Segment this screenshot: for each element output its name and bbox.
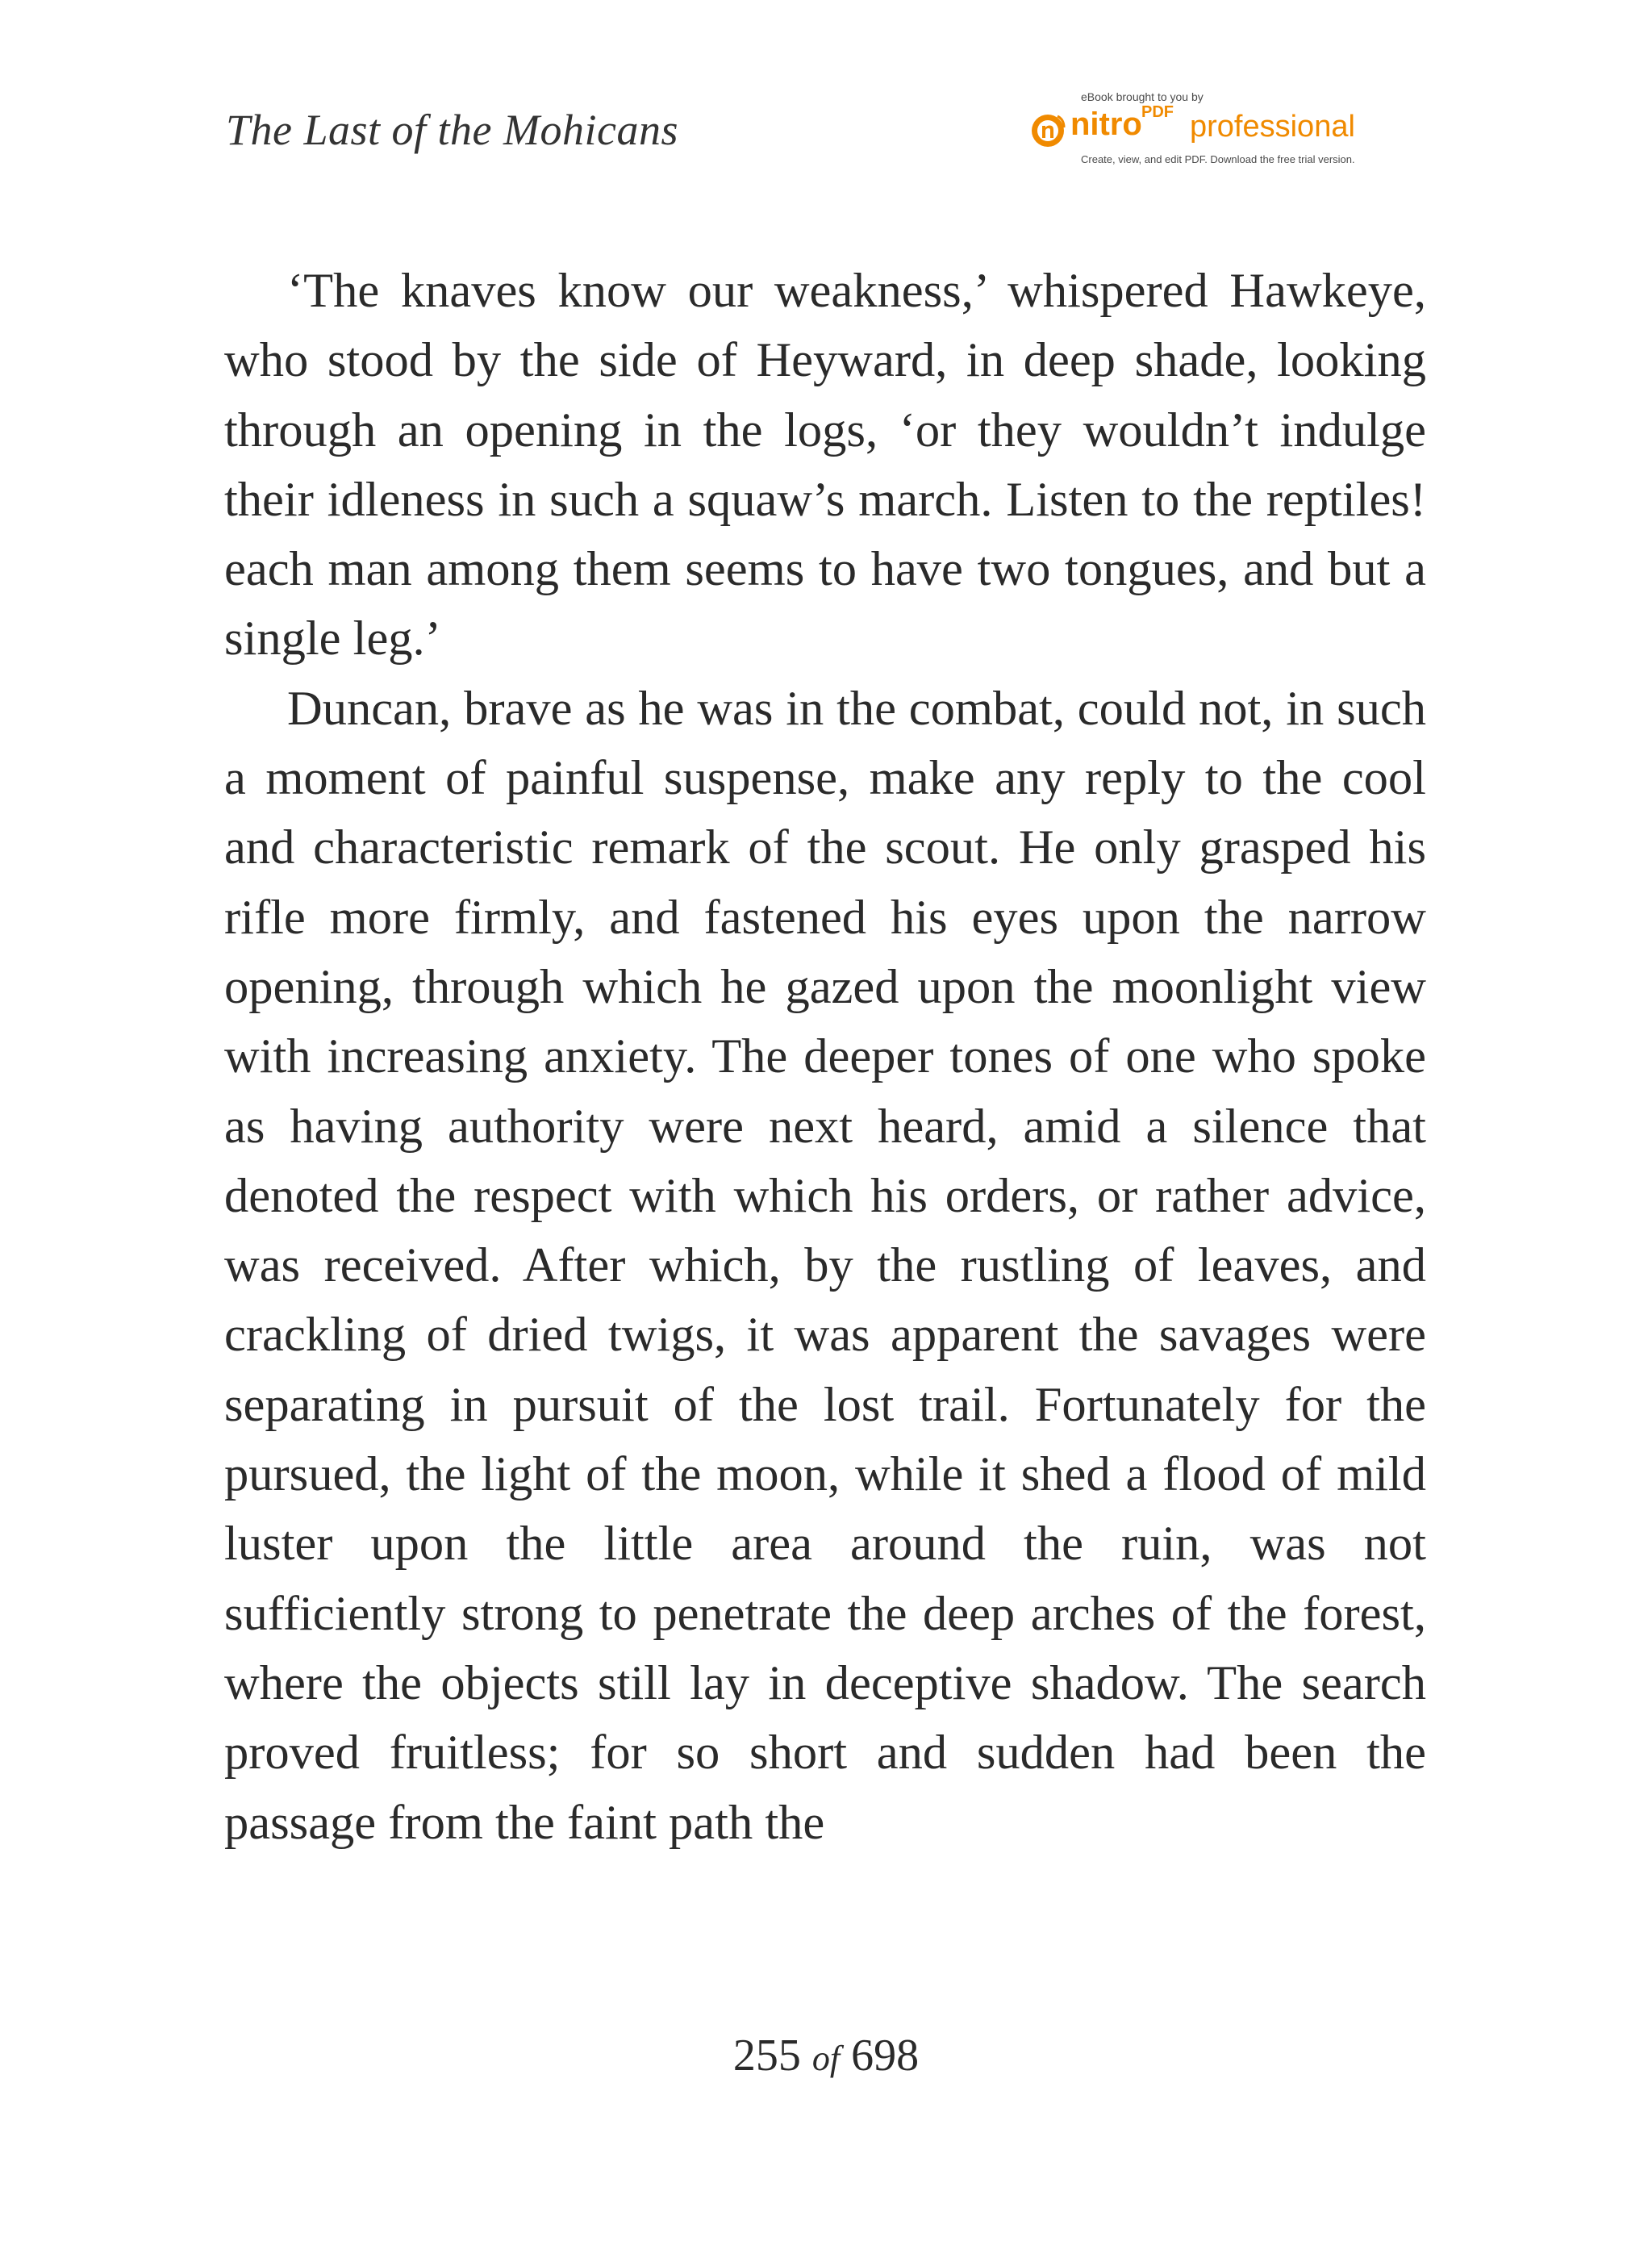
nitro-brand: nitro [1070, 106, 1142, 142]
paragraph: Duncan, brave as he was in the combat, could not, in such a moment of painful suspense, make any reply to the cool and characteristic remark of the scout. He only grasped his rifle more firmly, and fastened his eyes upon the narrow opening, through which he gazed upon the moonlight view with increasing anxiety. The deeper tones of one who spoke as having authority were next heard, amid a silence that denoted the respect with which his orders, or rather advice, was received. After which, by the rustling of leaves, and crackling of dried twigs, it was apparent the savages were separating in pursuit of the lost trail. Fortunately for the pursued, the light of the moon, while it shed a flood of mild luster upon the little area around the ruin, was not sufficiently strong to penetrate the deep arches of the forest, where the objects still lay in deceptive shadow. The search proved fruitless; for so short and sudden had been the passage from the faint path the [224, 681, 1426, 1850]
nitro-tagline: Create, view, and edit PDF. Download the free trial version. [1081, 153, 1355, 165]
book-title: The Last of the Mohicans [226, 106, 678, 154]
page-number [0, 2030, 1652, 2081]
nitro-product: professional [1190, 110, 1355, 144]
nitro-top-line: eBook brought to you by [1081, 90, 1204, 103]
total-pages: 698 [851, 2031, 920, 2081]
page-body [224, 257, 1426, 1858]
nitro-logo-icon [1028, 111, 1067, 150]
nitro-banner[interactable] [1028, 90, 1408, 171]
current-page: 255 [732, 2031, 801, 2081]
nitro-pdf-superscript: PDF [1141, 103, 1174, 121]
paragraph: ‘The knaves know our weakness,’ whispered Hawkeye, who stood by the side of Heyward, in deep shade, looking through an opening in the logs, ‘or they wouldn’t indulge their idleness in such a squaw’s march. Listen to the reptiles! each man among them seems to have two tongues, and but a single leg.’ [224, 264, 1426, 666]
of-word: of [811, 2039, 841, 2078]
